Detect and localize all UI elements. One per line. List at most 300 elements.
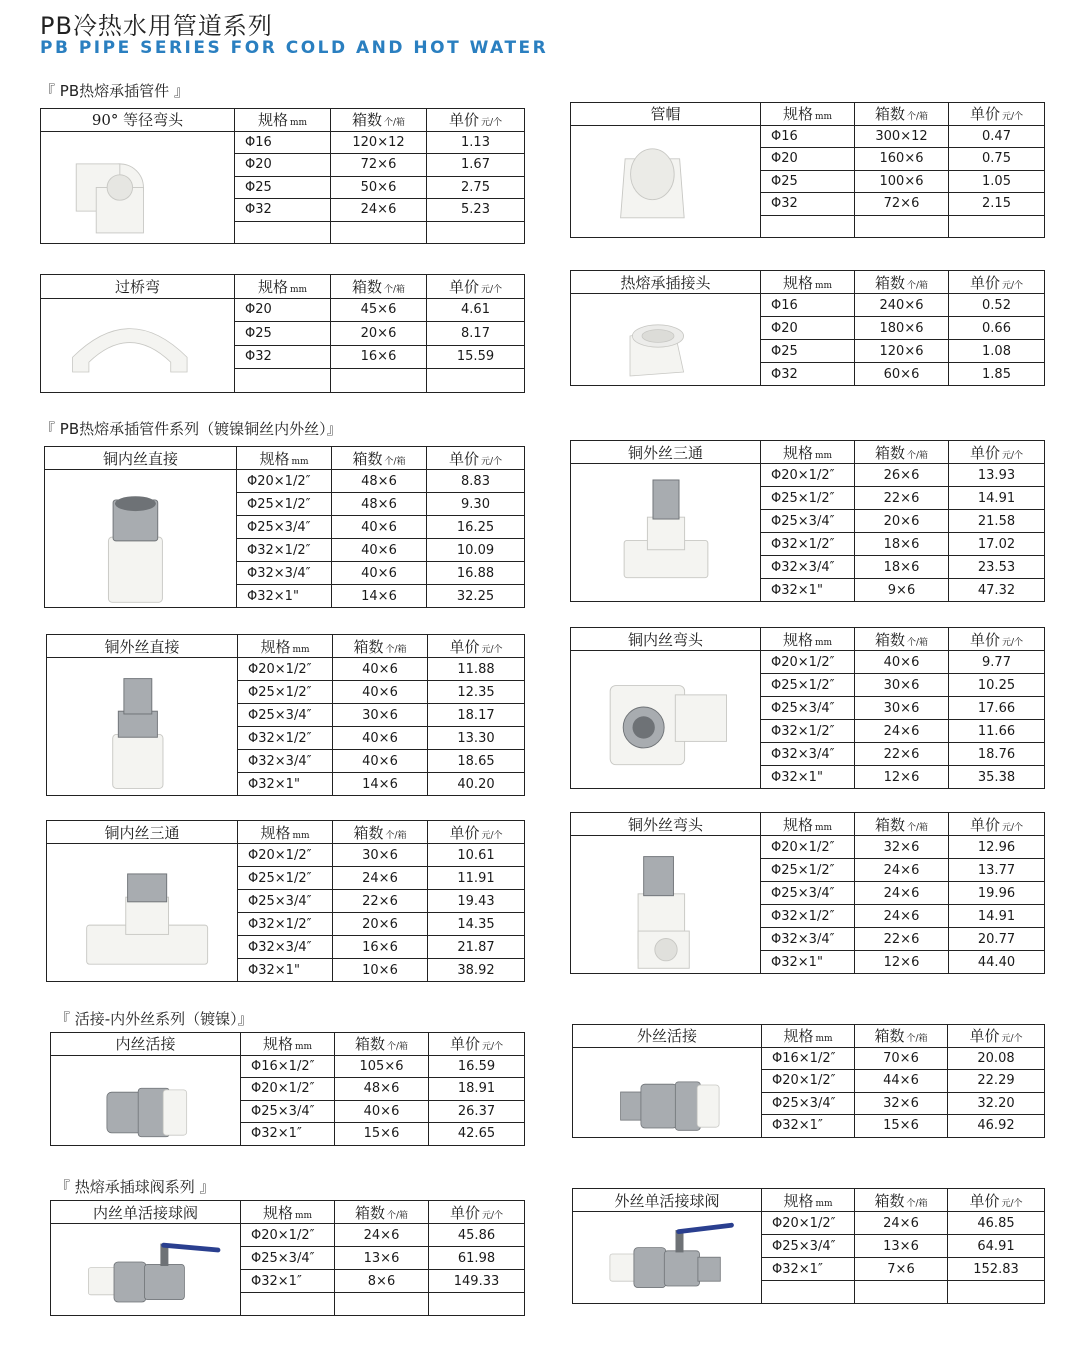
unit-price-header: 单价 元/个: [949, 271, 1045, 294]
unit-price-cell: 1.13: [427, 131, 525, 154]
product-name: 内丝活接: [51, 1033, 241, 1056]
unit-price-cell: 45.86: [429, 1224, 525, 1247]
box-qty-cell: 40×6: [332, 516, 427, 539]
spec-cell: Φ20×1/2″: [761, 464, 855, 487]
spec-cell: Φ25: [761, 170, 855, 193]
product-name: 铜外丝弯头: [571, 813, 761, 836]
spec-cell: Φ32×1/2″: [761, 720, 855, 743]
product-table: [570, 812, 1045, 974]
product-name: 铜内丝三通: [47, 821, 238, 844]
spec-cell: [241, 1293, 335, 1316]
box-qty-cell: 14×6: [332, 585, 427, 608]
box-qty-cell: 16×6: [331, 345, 427, 369]
male-thread-elbow-icon: [574, 838, 758, 972]
unit-price-header: 单价 元/个: [428, 635, 525, 658]
product-name: 过桥弯: [41, 275, 235, 299]
spec-cell: Φ25×1/2″: [761, 859, 855, 882]
box-qty-header: 箱数 个/箱: [855, 1025, 948, 1048]
spec-cell: Φ32×1": [238, 959, 333, 982]
table-row: [573, 1047, 1045, 1070]
spec-cell: Φ32×1": [238, 773, 333, 796]
unit-price-cell: 10.25: [949, 674, 1045, 697]
unit-price-cell: 9.30: [427, 493, 525, 516]
box-qty-cell: 12×6: [855, 766, 949, 789]
spec-cell: Φ25: [761, 340, 855, 363]
product-name: 管帽: [571, 103, 761, 126]
product-image: [41, 298, 235, 392]
unit-price-cell: 20.08: [948, 1047, 1045, 1070]
unit-price-cell: 46.85: [948, 1212, 1045, 1235]
box-qty-cell: 22×6: [855, 928, 949, 951]
product-name: 内丝单活接球阀: [51, 1201, 241, 1224]
product-image: [41, 131, 235, 244]
product-table: [40, 108, 525, 244]
product-table: [50, 1200, 525, 1316]
spec-header: 规格 mm: [761, 813, 855, 836]
spec-cell: Φ32×3/4″: [761, 928, 855, 951]
unit-price-cell: 14.91: [949, 487, 1045, 510]
spec-cell: Φ32×3/4″: [238, 936, 333, 959]
spec-cell: Φ32×1/2″: [238, 727, 333, 750]
spec-cell: Φ32×1": [761, 579, 855, 602]
spec-cell: [235, 369, 331, 393]
spec-cell: Φ20×1/2″: [761, 836, 855, 859]
box-qty-cell: 60×6: [855, 363, 949, 386]
box-qty-cell: 48×6: [335, 1078, 429, 1101]
box-qty-cell: 20×6: [333, 913, 428, 936]
product-image: [573, 1047, 762, 1137]
unit-price-cell: 40.20: [428, 773, 525, 796]
box-qty-cell: 30×6: [855, 697, 949, 720]
spec-cell: Φ16: [761, 294, 855, 317]
spec-cell: Φ20×1/2″: [237, 470, 332, 493]
unit-price-header: 单价 元/个: [427, 447, 525, 470]
box-qty-cell: 16×6: [333, 936, 428, 959]
product-image: [571, 464, 761, 602]
product-image: [571, 651, 761, 789]
spec-cell: Φ32×1": [761, 951, 855, 974]
spec-header: 规格 mm: [235, 275, 331, 299]
spec-cell: Φ20: [761, 148, 855, 171]
box-qty-header: 箱数 个/箱: [855, 441, 949, 464]
spec-header: 规格 mm: [761, 103, 855, 126]
unit-price-cell: 21.58: [949, 510, 1045, 533]
unit-price-cell: 1.67: [427, 154, 525, 177]
unit-price-cell: 13.93: [949, 464, 1045, 487]
unit-price-header: 单价 元/个: [427, 109, 525, 132]
unit-price-cell: 11.91: [428, 867, 525, 890]
spec-cell: Φ25×1/2″: [238, 681, 333, 704]
spec-cell: Φ25×3/4″: [238, 890, 333, 913]
spec-cell: Φ25×3/4″: [761, 510, 855, 533]
unit-price-cell: 1.05: [949, 170, 1045, 193]
spec-cell: Φ20×1/2″: [761, 651, 855, 674]
box-qty-cell: 32×6: [855, 1092, 948, 1115]
spec-cell: Φ20×1/2″: [238, 844, 333, 867]
spec-cell: Φ32×1″: [241, 1123, 335, 1146]
unit-price-cell: 42.65: [429, 1123, 525, 1146]
male-union-icon: [576, 1049, 759, 1135]
box-qty-header: 箱数 个/箱: [855, 813, 949, 836]
male-thread-coupling-icon: [50, 660, 235, 794]
spec-cell: Φ25×1/2″: [761, 487, 855, 510]
product-image: [45, 470, 237, 608]
unit-price-cell: 16.59: [429, 1055, 525, 1078]
product-image: [571, 125, 761, 238]
box-qty-cell: 22×6: [855, 743, 949, 766]
spec-cell: Φ25×3/4″: [761, 882, 855, 905]
spec-cell: Φ20×1/2″: [762, 1070, 855, 1093]
box-qty-cell: 100×6: [855, 170, 949, 193]
box-qty-cell: 7×6: [855, 1258, 948, 1281]
unit-price-cell: 47.32: [949, 579, 1045, 602]
box-qty-header: 箱数 个/箱: [335, 1201, 429, 1224]
box-qty-cell: 24×6: [855, 1212, 948, 1235]
box-qty-cell: 24×6: [855, 859, 949, 882]
unit-price-cell: 13.77: [949, 859, 1045, 882]
unit-price-cell: 15.59: [427, 345, 525, 369]
spec-cell: Φ16: [235, 131, 331, 154]
spec-cell: Φ32×1/2″: [238, 913, 333, 936]
product-table: [46, 820, 525, 982]
product-table: [570, 627, 1045, 789]
box-qty-cell: 50×6: [331, 176, 427, 199]
unit-price-cell: 22.29: [948, 1070, 1045, 1093]
unit-price-cell: 12.35: [428, 681, 525, 704]
table-row: [51, 1055, 525, 1078]
product-name: 铜内丝弯头: [571, 628, 761, 651]
box-qty-cell: 14×6: [333, 773, 428, 796]
spec-cell: Φ25×3/4″: [241, 1100, 335, 1123]
box-qty-cell: 18×6: [855, 533, 949, 556]
table-row: [573, 1212, 1045, 1235]
box-qty-cell: [855, 1281, 948, 1304]
box-qty-cell: 20×6: [331, 322, 427, 346]
box-qty-cell: 40×6: [333, 681, 428, 704]
unit-price-header: 单价 元/个: [427, 275, 525, 299]
spec-cell: Φ32: [761, 363, 855, 386]
spec-cell: Φ16: [761, 125, 855, 148]
table-row: [571, 836, 1045, 859]
spec-cell: Φ25×1/2″: [238, 867, 333, 890]
unit-price-cell: 16.88: [427, 562, 525, 585]
unit-price-cell: 0.47: [949, 125, 1045, 148]
box-qty-cell: 20×6: [855, 510, 949, 533]
box-qty-cell: 13×6: [855, 1235, 948, 1258]
box-qty-cell: 48×6: [332, 493, 427, 516]
spec-cell: Φ32×3/4″: [237, 562, 332, 585]
spec-cell: Φ32×1/2″: [761, 905, 855, 928]
unit-price-cell: 21.87: [428, 936, 525, 959]
table-row: [51, 1224, 525, 1247]
box-qty-cell: 8×6: [335, 1270, 429, 1293]
spec-header: 规格 mm: [761, 628, 855, 651]
unit-price-cell: 16.25: [427, 516, 525, 539]
unit-price-cell: 32.20: [948, 1092, 1045, 1115]
box-qty-cell: 40×6: [335, 1100, 429, 1123]
box-qty-cell: 30×6: [855, 674, 949, 697]
section-header: 『 PB热熔承插管件 』: [40, 82, 189, 100]
box-qty-cell: 30×6: [333, 844, 428, 867]
table-row: [47, 844, 525, 867]
box-qty-cell: 240×6: [855, 294, 949, 317]
unit-price-cell: 8.17: [427, 322, 525, 346]
unit-price-cell: 0.66: [949, 317, 1045, 340]
female-union-ball-valve-icon: [54, 1226, 238, 1314]
product-table: [570, 440, 1045, 602]
product-table: [50, 1032, 525, 1146]
box-qty-header: 箱数 个/箱: [855, 1189, 948, 1212]
unit-price-cell: 64.91: [948, 1235, 1045, 1258]
box-qty-cell: [855, 215, 949, 238]
spec-cell: Φ20: [235, 154, 331, 177]
section-header: 『 活接-内外丝系列（镀镍）』: [55, 1010, 253, 1028]
unit-price-cell: 4.61: [427, 298, 525, 322]
unit-price-cell: [429, 1293, 525, 1316]
table-row: [571, 125, 1045, 148]
product-image: [51, 1224, 241, 1316]
spec-cell: Φ25×3/4″: [241, 1247, 335, 1270]
spec-cell: Φ32×1″: [241, 1270, 335, 1293]
box-qty-cell: 24×6: [333, 867, 428, 890]
box-qty-cell: [331, 221, 427, 244]
product-name: 90° 等径弯头: [41, 109, 235, 132]
box-qty-cell: 24×6: [335, 1224, 429, 1247]
unit-price-header: 单价 元/个: [428, 821, 525, 844]
spec-header: 规格 mm: [762, 1025, 855, 1048]
spec-cell: Φ20×1/2″: [238, 658, 333, 681]
spec-cell: Φ25: [235, 322, 331, 346]
box-qty-cell: 120×12: [331, 131, 427, 154]
spec-header: 规格 mm: [241, 1033, 335, 1056]
unit-price-cell: 2.15: [949, 193, 1045, 216]
box-qty-cell: 40×6: [855, 651, 949, 674]
product-table: [572, 1024, 1045, 1138]
spec-cell: Φ32×3/4″: [238, 750, 333, 773]
product-table: [570, 270, 1045, 386]
spec-header: 规格 mm: [238, 821, 333, 844]
box-qty-cell: 15×6: [335, 1123, 429, 1146]
spec-cell: Φ32: [235, 199, 331, 222]
box-qty-cell: 18×6: [855, 556, 949, 579]
unit-price-cell: 13.30: [428, 727, 525, 750]
box-qty-cell: 40×6: [332, 539, 427, 562]
box-qty-cell: 15×6: [855, 1115, 948, 1138]
unit-price-cell: 19.43: [428, 890, 525, 913]
spec-cell: Φ25×1/2″: [237, 493, 332, 516]
spec-cell: Φ32×1": [237, 585, 332, 608]
box-qty-cell: 180×6: [855, 317, 949, 340]
unit-price-header: 单价 元/个: [429, 1201, 525, 1224]
unit-price-header: 单价 元/个: [949, 103, 1045, 126]
unit-price-cell: [948, 1281, 1045, 1304]
unit-price-cell: 8.83: [427, 470, 525, 493]
box-qty-cell: 44×6: [855, 1070, 948, 1093]
unit-price-cell: [949, 215, 1045, 238]
spec-cell: Φ25×1/2″: [761, 674, 855, 697]
unit-price-header: 单价 元/个: [948, 1189, 1045, 1212]
unit-price-cell: 14.91: [949, 905, 1045, 928]
spec-cell: Φ25×3/4″: [761, 697, 855, 720]
box-qty-cell: 22×6: [333, 890, 428, 913]
unit-price-cell: 5.23: [427, 199, 525, 222]
box-qty-cell: 30×6: [333, 704, 428, 727]
table-row: [41, 131, 525, 154]
product-name: 铜内丝直接: [45, 447, 237, 470]
spec-cell: Φ32: [235, 345, 331, 369]
unit-price-cell: 2.75: [427, 176, 525, 199]
unit-price-cell: 152.83: [948, 1258, 1045, 1281]
unit-price-cell: 19.96: [949, 882, 1045, 905]
box-qty-header: 箱数 个/箱: [332, 447, 427, 470]
box-qty-cell: 40×6: [333, 727, 428, 750]
unit-price-cell: 12.96: [949, 836, 1045, 859]
table-row: [571, 651, 1045, 674]
product-image: [51, 1055, 241, 1145]
page-title: PB冷热水用管道系列: [40, 12, 273, 40]
unit-price-cell: 38.92: [428, 959, 525, 982]
box-qty-header: 箱数 个/箱: [335, 1033, 429, 1056]
spec-cell: Φ32×1": [761, 766, 855, 789]
box-qty-cell: [335, 1293, 429, 1316]
spec-cell: Φ25×3/4″: [238, 704, 333, 727]
table-row: [45, 470, 525, 493]
box-qty-cell: 120×6: [855, 340, 949, 363]
spec-cell: Φ32×1/2″: [761, 533, 855, 556]
box-qty-cell: 48×6: [332, 470, 427, 493]
section-header: 『 PB热熔承插管件系列（镀镍铜丝内外丝）』: [40, 420, 342, 438]
box-qty-cell: 24×6: [855, 882, 949, 905]
socket-coupling-icon: [574, 296, 758, 384]
unit-price-cell: 17.02: [949, 533, 1045, 556]
box-qty-cell: 72×6: [855, 193, 949, 216]
table-row: [47, 658, 525, 681]
spec-cell: Φ32×1″: [762, 1115, 855, 1138]
spec-header: 规格 mm: [238, 635, 333, 658]
unit-price-cell: [427, 369, 525, 393]
female-union-icon: [54, 1057, 238, 1143]
unit-price-cell: 46.92: [948, 1115, 1045, 1138]
page-subtitle: PB PIPE SERIES FOR COLD AND HOT WATER: [40, 38, 549, 58]
unit-price-cell: 10.61: [428, 844, 525, 867]
unit-price-cell: 0.52: [949, 294, 1045, 317]
bridge-bend-icon: [44, 300, 232, 390]
spec-cell: Φ20×1/2″: [241, 1078, 335, 1101]
box-qty-header: 箱数 个/箱: [855, 271, 949, 294]
product-table: [40, 274, 525, 393]
unit-price-cell: 18.65: [428, 750, 525, 773]
box-qty-cell: 72×6: [331, 154, 427, 177]
spec-cell: [761, 215, 855, 238]
unit-price-cell: 149.33: [429, 1270, 525, 1293]
unit-price-cell: 0.75: [949, 148, 1045, 171]
elbow-icon: [44, 133, 232, 242]
female-thread-tee-icon: [50, 846, 235, 980]
unit-price-cell: 1.08: [949, 340, 1045, 363]
product-name: 热熔承插接头: [571, 271, 761, 294]
unit-price-cell: 18.17: [428, 704, 525, 727]
box-qty-cell: [331, 369, 427, 393]
spec-header: 规格 mm: [241, 1201, 335, 1224]
product-table: [572, 1188, 1045, 1304]
spec-cell: Φ32×3/4″: [761, 743, 855, 766]
box-qty-cell: 24×6: [855, 720, 949, 743]
box-qty-header: 箱数 个/箱: [331, 109, 427, 132]
product-name: 铜外丝三通: [571, 441, 761, 464]
box-qty-header: 箱数 个/箱: [333, 821, 428, 844]
spec-cell: Φ16×1/2″: [241, 1055, 335, 1078]
spec-cell: Φ25×3/4″: [762, 1092, 855, 1115]
box-qty-header: 箱数 个/箱: [855, 628, 949, 651]
product-table: [570, 102, 1045, 238]
spec-cell: Φ20×1/2″: [241, 1224, 335, 1247]
unit-price-cell: 17.66: [949, 697, 1045, 720]
female-thread-coupling-icon: [48, 472, 234, 606]
box-qty-cell: 160×6: [855, 148, 949, 171]
box-qty-cell: 40×6: [332, 562, 427, 585]
spec-cell: [762, 1281, 855, 1304]
spec-header: 规格 mm: [762, 1189, 855, 1212]
unit-price-cell: 20.77: [949, 928, 1045, 951]
unit-price-cell: 61.98: [429, 1247, 525, 1270]
unit-price-cell: 26.37: [429, 1100, 525, 1123]
box-qty-cell: 9×6: [855, 579, 949, 602]
box-qty-cell: 13×6: [335, 1247, 429, 1270]
box-qty-cell: 24×6: [855, 905, 949, 928]
unit-price-header: 单价 元/个: [949, 441, 1045, 464]
spec-cell: Φ25: [235, 176, 331, 199]
unit-price-cell: 35.38: [949, 766, 1045, 789]
product-table: [46, 634, 525, 796]
unit-price-cell: 10.09: [427, 539, 525, 562]
box-qty-cell: 40×6: [333, 658, 428, 681]
spec-cell: Φ32: [761, 193, 855, 216]
box-qty-cell: 22×6: [855, 487, 949, 510]
unit-price-header: 单价 元/个: [949, 813, 1045, 836]
unit-price-header: 单价 元/个: [429, 1033, 525, 1056]
male-thread-tee-icon: [574, 466, 758, 600]
spec-header: 规格 mm: [761, 441, 855, 464]
unit-price-cell: 18.76: [949, 743, 1045, 766]
product-image: [47, 658, 238, 796]
spec-cell: Φ32×3/4″: [761, 556, 855, 579]
box-qty-cell: 70×6: [855, 1047, 948, 1070]
unit-price-cell: 32.25: [427, 585, 525, 608]
box-qty-cell: 32×6: [855, 836, 949, 859]
product-name: 外丝单活接球阀: [573, 1189, 762, 1212]
product-table: [44, 446, 525, 608]
box-qty-cell: 26×6: [855, 464, 949, 487]
product-image: [571, 836, 761, 974]
unit-price-cell: 1.85: [949, 363, 1045, 386]
unit-price-cell: 44.40: [949, 951, 1045, 974]
box-qty-cell: 45×6: [331, 298, 427, 322]
product-image: [47, 844, 238, 982]
product-name: 铜外丝直接: [47, 635, 238, 658]
male-union-ball-valve-icon: [576, 1214, 759, 1302]
box-qty-header: 箱数 个/箱: [333, 635, 428, 658]
spec-cell: Φ16×1/2″: [762, 1047, 855, 1070]
box-qty-cell: 12×6: [855, 951, 949, 974]
product-image: [573, 1212, 762, 1304]
spec-cell: Φ20: [761, 317, 855, 340]
box-qty-cell: 24×6: [331, 199, 427, 222]
spec-cell: Φ20: [235, 298, 331, 322]
table-row: [41, 298, 525, 322]
spec-cell: Φ32×1/2″: [237, 539, 332, 562]
spec-cell: Φ25×3/4″: [237, 516, 332, 539]
spec-cell: Φ20×1/2″: [762, 1212, 855, 1235]
